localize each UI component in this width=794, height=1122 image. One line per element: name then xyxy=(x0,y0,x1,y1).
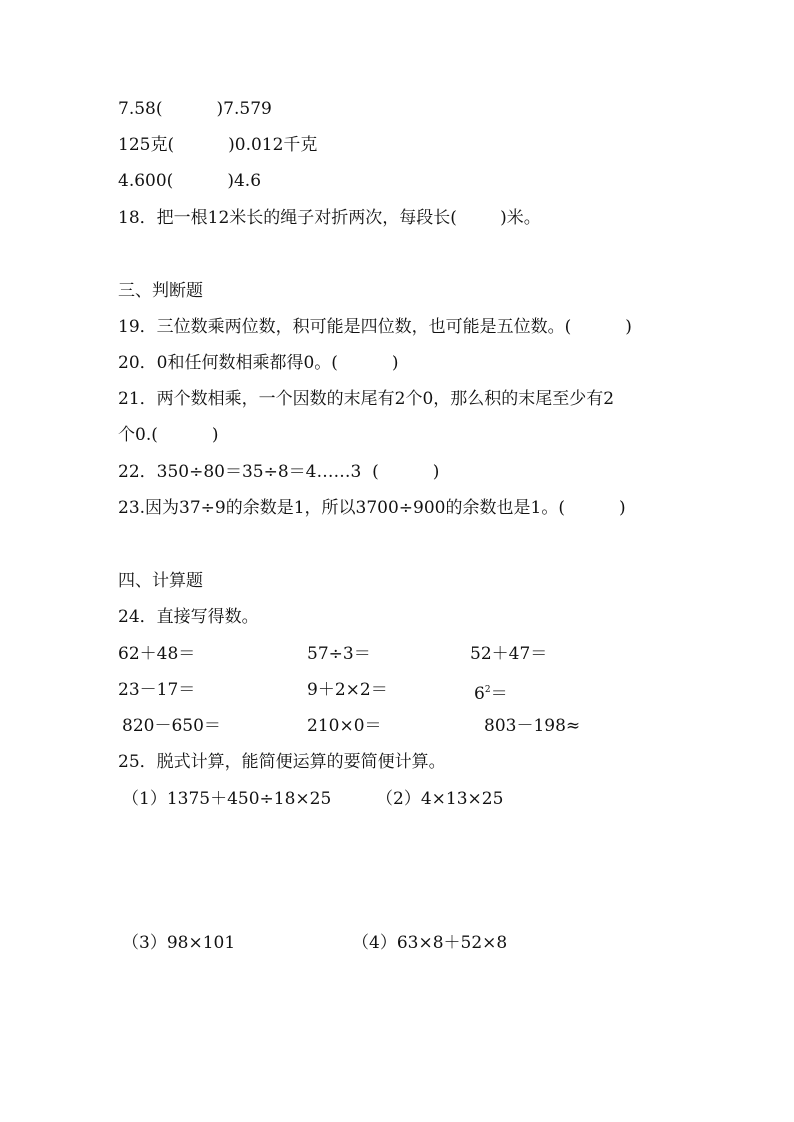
question-25: 25．脱式计算，能简便运算的要简便计算。 xyxy=(118,752,446,772)
mental-calc-9-2-2: 9＋2×2＝ xyxy=(307,680,388,700)
mental-calc-210-0: 210×0＝ xyxy=(307,716,382,736)
question-23: 23.因为37÷9的余数是1，所以3700÷900的余数也是1。( ) xyxy=(118,498,626,518)
mental-calc-820-650: 820－650＝ xyxy=(122,716,221,736)
question-21-continued: 个0.( ) xyxy=(118,425,219,445)
question-20: 20．0和任何数相乘都得0。( ) xyxy=(118,353,399,373)
question-22: 22．350÷80＝35÷8＝4……3 ( ) xyxy=(118,462,440,482)
mental-calc-803-198: 803－198≈ xyxy=(484,716,581,736)
compare-line-2: 125克( )0.012千克 xyxy=(118,135,318,155)
question-21: 21．两个数相乘，一个因数的末尾有2个0，那么积的末尾至少有2 xyxy=(118,389,615,409)
mental-calc-6-squared xyxy=(474,680,508,704)
mental-calc-23-17: 23－17＝ xyxy=(118,680,196,700)
question-24: 24．直接写得数。 xyxy=(118,607,259,627)
equals-sign: ＝ xyxy=(490,684,508,704)
base-6: 6 xyxy=(474,684,485,704)
section-4-title: 四、计算题 xyxy=(118,571,203,591)
calc-problem-3: （3）98×101 xyxy=(122,933,236,953)
mental-calc-52-47: 52＋47＝ xyxy=(470,644,548,664)
calc-problem-1: （1）1375＋450÷18×25 xyxy=(122,789,332,809)
question-19: 19．三位数乘两位数，积可能是四位数，也可能是五位数。( ) xyxy=(118,317,632,337)
compare-line-3: 4.600( )4.6 xyxy=(118,171,262,191)
section-3-title: 三、判断题 xyxy=(118,281,203,301)
exponent-2: 2 xyxy=(484,685,491,695)
calc-problem-2: （2）4×13×25 xyxy=(376,789,504,809)
calc-problem-4: （4）63×8＋52×8 xyxy=(352,933,508,953)
question-18: 18．把一根12米长的绳子对折两次，每段长( )米。 xyxy=(118,208,541,228)
mental-calc-62-48: 62＋48＝ xyxy=(118,644,196,664)
compare-line-1: 7.58( )7.579 xyxy=(118,99,272,119)
mental-calc-57-3: 57÷3＝ xyxy=(307,644,371,664)
